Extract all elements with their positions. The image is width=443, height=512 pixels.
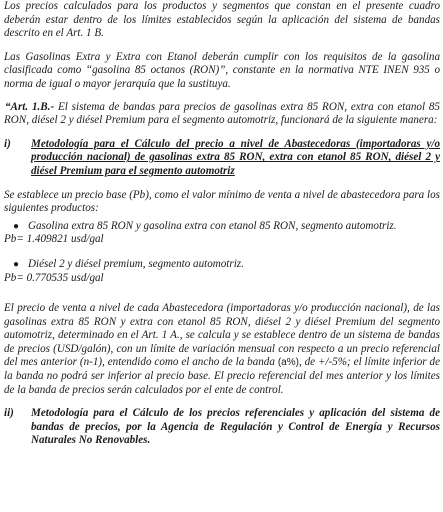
price-bands-text-b: , de +/-5%; el límite inferior de la banda no podrá ser inferior al precio base. El precio referencial del mes anterior y los límites de la banda de precios serán calculados por el ente de control. <box>4 356 440 396</box>
section-i-number: i) <box>4 137 11 150</box>
paragraph-price-bands <box>4 302 440 397</box>
section-ii-heading <box>4 407 440 448</box>
bullet-dot-icon: ● <box>12 258 20 270</box>
section-i-title: Metodología para el Cálculo del precio a nivel de Abastecedoras (importadoras y/o producción nacional) de gasolinas extra 85 RON, extra con etanol 85 RON, diésel 2 y diésel Premium para el segmento automotriz <box>31 137 440 177</box>
article-text: El sistema de bandas para precios de gasolinas extra 85 RON, extra con etanol 85 RON, diésel 2 y diésel Premium para el segmento automotriz, funcionará de la siguiente manera: <box>4 100 440 127</box>
article-label: “Art. 1.B.- <box>5 100 55 113</box>
bullet-diesel-text: Diésel 2 y diésel premium, segmento automotriz. <box>28 257 244 270</box>
band-width-label: (a%) <box>277 357 299 369</box>
paragraph-base-price: Se establece un precio base (Pb), como el valor mínimo de venta a nivel de abastecedora para los siguientes productos: <box>4 188 440 215</box>
bullet-dot-icon: ● <box>12 220 20 232</box>
bullet-gasoline <box>4 220 440 234</box>
document-page <box>4 0 440 448</box>
base-price-gasoline: Pb= 1.409821 usd/gal <box>4 233 104 246</box>
section-ii-number: ii) <box>4 407 14 420</box>
price-bands-text-a: El precio de venta a nivel de cada Abastecedora (importadoras y/o producción nacional), de las gasolinas extra 85 RON y extra con etanol 85 RON, diésel 2 y diésel Premium del segmento automotriz, determinado en el Art. 1 A., se calcula y se establece dentro de un sistema de bandas de precios (USD/galón), con un límite de variación mensual con respecto a un precio referencial del mes anterior (n-1), entendido como el ancho de la banda <box>4 302 440 369</box>
bullet-diesel <box>4 258 440 272</box>
paragraph-gasoline-requirements: Las Gasolinas Extra y Extra con Etanol deberán cumplir con los requisitos de la gasolina clasificada como “gasolina 85 octanos (RON)”, constante en la normativa NTE INEN 935 o norma de igual o mayor jerarquía que la sustituya. <box>4 50 440 90</box>
paragraph-price-limits: Los precios calculados para los productos y segmentos que constan en el presente cuadro deberán estar dentro de los límites establecidos según la aplicación del sistema de bandas descrito en el Art. 1 B. <box>4 0 440 40</box>
base-price-diesel: Pb= 0.770535 usd/gal <box>4 271 104 284</box>
section-i-heading <box>4 138 440 179</box>
section-ii-title: Metodología para el Cálculo de los precios referenciales y aplicación del sistema de bandas de precios, por la Agencia de Regulación y Control de Energía y Recursos Naturales No Renovables. <box>31 407 440 447</box>
bullet-gasoline-text: Gasolina extra 85 RON y gasolina extra con etanol 85 RON, segmento automotriz. <box>28 219 397 232</box>
paragraph-article-1b <box>4 101 440 128</box>
